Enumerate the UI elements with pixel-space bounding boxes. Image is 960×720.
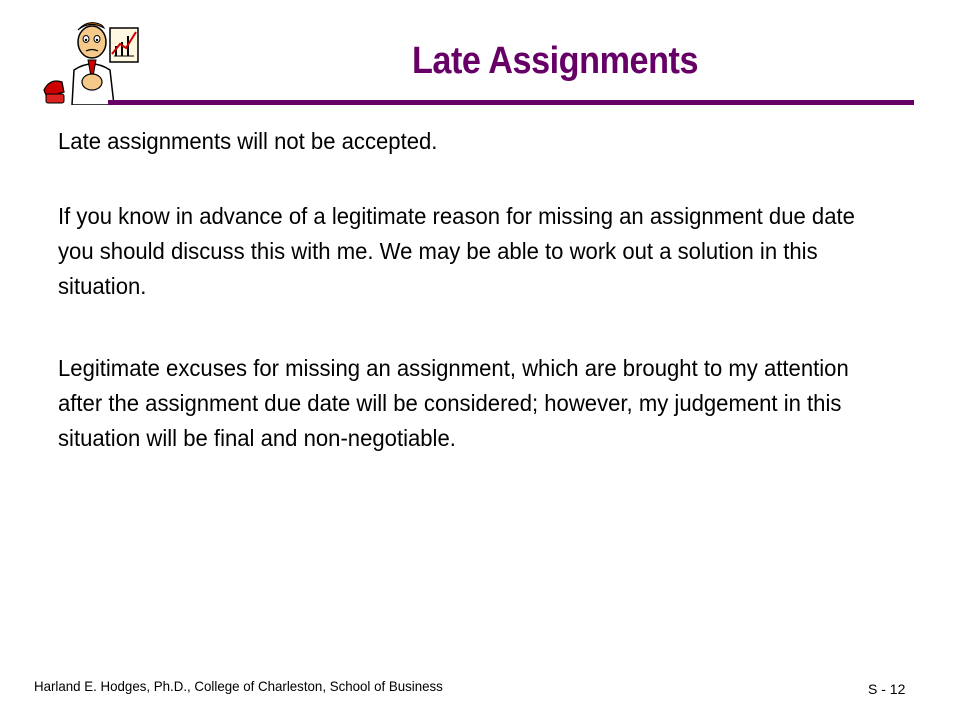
footer-author: Harland E. Hodges, Ph.D., College of Charleston, School of Business [34, 678, 443, 694]
paragraph-advance-notice: If you know in advance of a legitimate reason for missing an assignment due date you should discuss this with me. We may be able to work out a solution in this situation. [58, 203, 855, 299]
title-divider [108, 100, 914, 105]
paragraph-late-policy: Late assignments will not be accepted. [58, 128, 438, 154]
paragraph-legitimate-excuses: Legitimate excuses for missing an assignment, which are brought to my attention after the assignment due date will be considered; however, my judgement in this situation will be final and non-negotiable. [58, 355, 849, 451]
slide-number: S - 12 [868, 681, 906, 697]
slide-title: Late Assignments [411, 40, 699, 82]
businessman-clipart-icon [40, 20, 145, 105]
